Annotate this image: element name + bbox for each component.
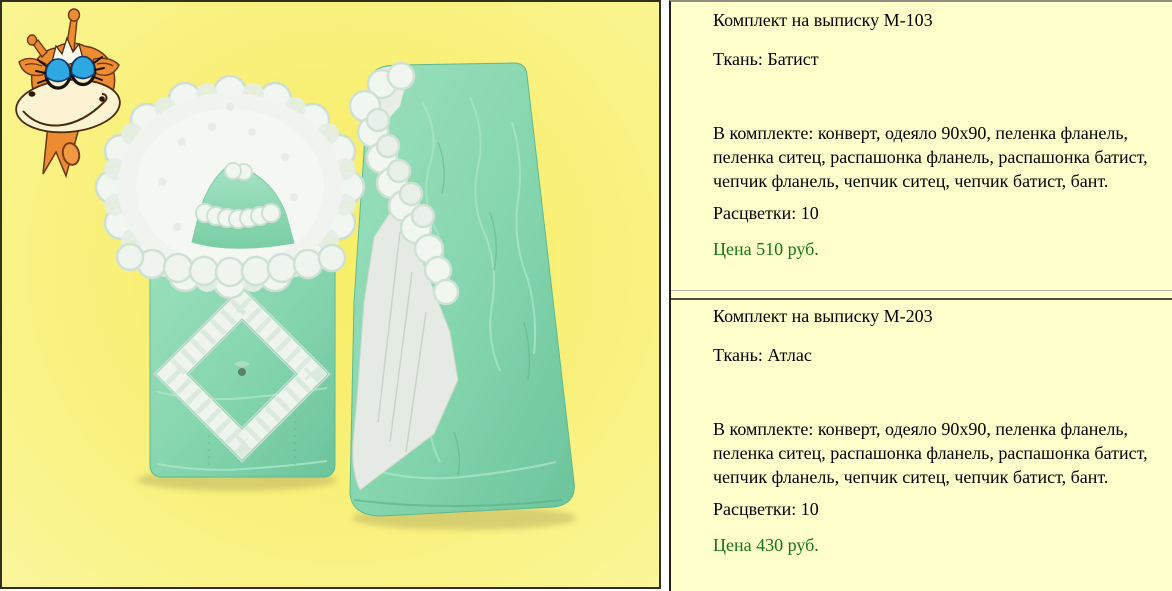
product-price: Цена 430 руб. <box>713 535 819 555</box>
includes-line: пеленка ситец, распашонка фланель, распашонка батист, <box>713 147 1148 167</box>
includes-line: чепчик фланель, чепчик ситец, чепчик батист, бант. <box>713 467 1109 487</box>
product-includes <box>713 121 1160 193</box>
product-colors: Расцветки: 10 <box>713 499 819 519</box>
product-title: Комплект на выписку М-203 <box>713 306 933 326</box>
hood-lace <box>96 76 364 298</box>
product-colors: Расцветки: 10 <box>713 203 819 223</box>
product-fabric: Ткань: Атлас <box>713 345 812 365</box>
includes-line: В комплекте: конверт, одеяло 90х90, пеленка фланель, <box>713 123 1129 143</box>
includes-line: В комплекте: конверт, одеяло 90х90, пеленка фланель, <box>713 419 1129 439</box>
details-panel <box>669 0 1172 591</box>
blanket-photo <box>350 63 574 516</box>
product-card-m103 <box>671 2 1172 291</box>
embroidery-motif <box>238 368 246 376</box>
product-card-m203 <box>671 298 1172 587</box>
product-price: Цена 510 руб. <box>713 239 819 259</box>
product-fabric: Ткань: Батист <box>713 49 819 69</box>
includes-line: чепчик фланель, чепчик ситец, чепчик батист, бант. <box>713 171 1109 191</box>
product-photo <box>2 2 659 587</box>
envelope-photo <box>96 76 364 477</box>
product-includes <box>713 417 1160 489</box>
includes-line: пеленка ситец, распашонка фланель, распашонка батист, <box>713 443 1148 463</box>
product-title: Комплект на выписку М-103 <box>713 10 933 30</box>
